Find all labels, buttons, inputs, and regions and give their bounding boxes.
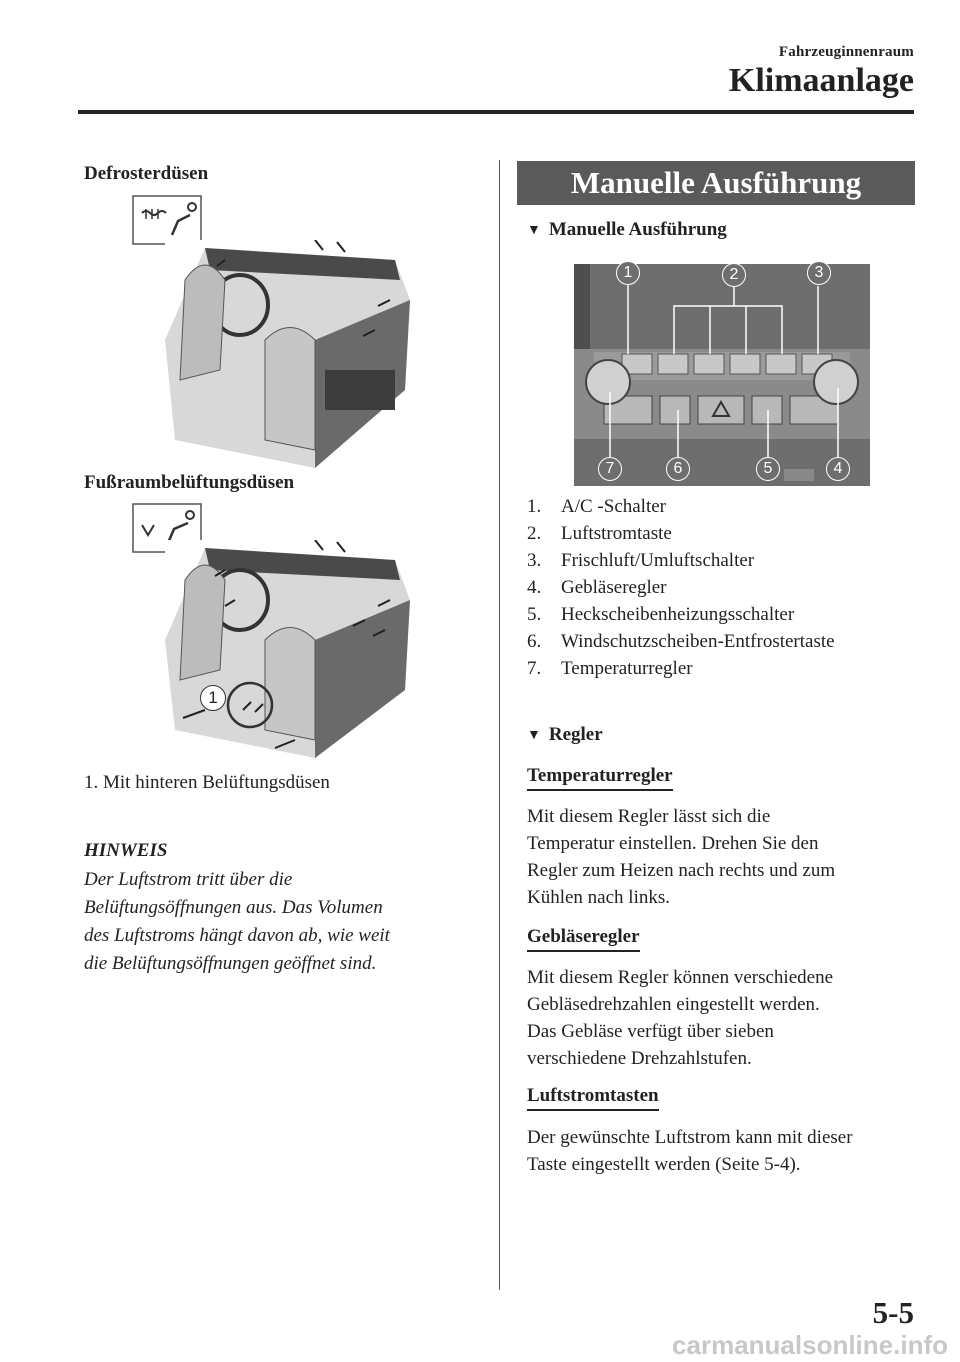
triangle-bullet-icon: ▼ (527, 728, 541, 743)
triangle-bullet-icon: ▼ (527, 223, 541, 238)
control-panel-illustration (574, 264, 870, 486)
defroster-mode-icon (132, 195, 202, 245)
fan-paragraph: Mit diesem Regler können verschiedene Gebläsedrehzahlen eingestellt werden. Das Gebläse verfügt über sieben verschiedene Drehzahlstufen. (527, 967, 834, 1069)
column-divider (499, 160, 500, 1290)
panel-callout-2: 2 (722, 263, 746, 287)
header-rule (78, 110, 914, 114)
footwell-caption: 1. Mit hinteren Belüftungsdüsen (84, 772, 330, 793)
panel-callout-4: 4 (826, 457, 850, 481)
airflow-heading: Luftstromtasten (527, 1085, 659, 1111)
regler-subheading: ▼ Regler (527, 724, 603, 745)
panel-callout-5: 5 (756, 457, 780, 481)
panel-callout-7: 7 (598, 457, 622, 481)
note-title: HINWEIS (84, 840, 168, 861)
list-item: 3. Frischluft/Umluftschalter (527, 550, 755, 571)
chapter-title: Klimaanlage (728, 62, 914, 99)
airflow-paragraph: Der gewünschte Luftstrom kann mit dieser Taste eingestellt werden (Seite 5-4). (527, 1127, 853, 1175)
manual-subheading: ▼ Manuelle Ausführung (527, 219, 727, 240)
footwell-heading: Fußraumbelüftungsdüsen (84, 472, 295, 493)
list-item: 7. Temperaturregler (527, 658, 693, 679)
watermark: carmanualsonline.info (672, 1330, 948, 1360)
note-body: Der Luftstrom tritt über die Belüftungsöffnungen aus. Das Volumen des Luftstroms hängt davon ab, wie weit die Belüftungsöffnungen geöffnet sind. (84, 869, 390, 974)
list-item: 1. A/C -Schalter (527, 496, 667, 517)
panel-callout-3: 3 (807, 261, 831, 285)
panel-callout-6: 6 (666, 457, 690, 481)
list-item: 4. Gebläseregler (527, 577, 667, 598)
page-number: 5-5 (872, 1295, 914, 1330)
section-title: Fahrzeuginnenraum (778, 44, 914, 60)
footwell-vents-illustration (165, 540, 415, 760)
defroster-heading: Defrosterdüsen (84, 163, 209, 184)
temp-paragraph: Mit diesem Regler lässt sich die Temperatur einstellen. Drehen Sie den Regler zum Heizen nach rechts und zum Kühlen nach links. (527, 806, 836, 908)
temp-heading: Temperaturregler (527, 765, 673, 791)
defroster-vents-illustration (165, 240, 415, 468)
list-item: 6. Windschutzscheiben-Entfrostertaste (527, 631, 835, 652)
panel-callout-1: 1 (616, 261, 640, 285)
section-banner: Manuelle Ausführung (517, 161, 915, 205)
footwell-callout: 1 (200, 685, 226, 711)
list-item: 2. Luftstromtaste (527, 523, 672, 544)
list-item: 5. Heckscheibenheizungsschalter (527, 604, 795, 625)
fan-heading: Gebläseregler (527, 926, 640, 952)
control-list (527, 493, 835, 682)
